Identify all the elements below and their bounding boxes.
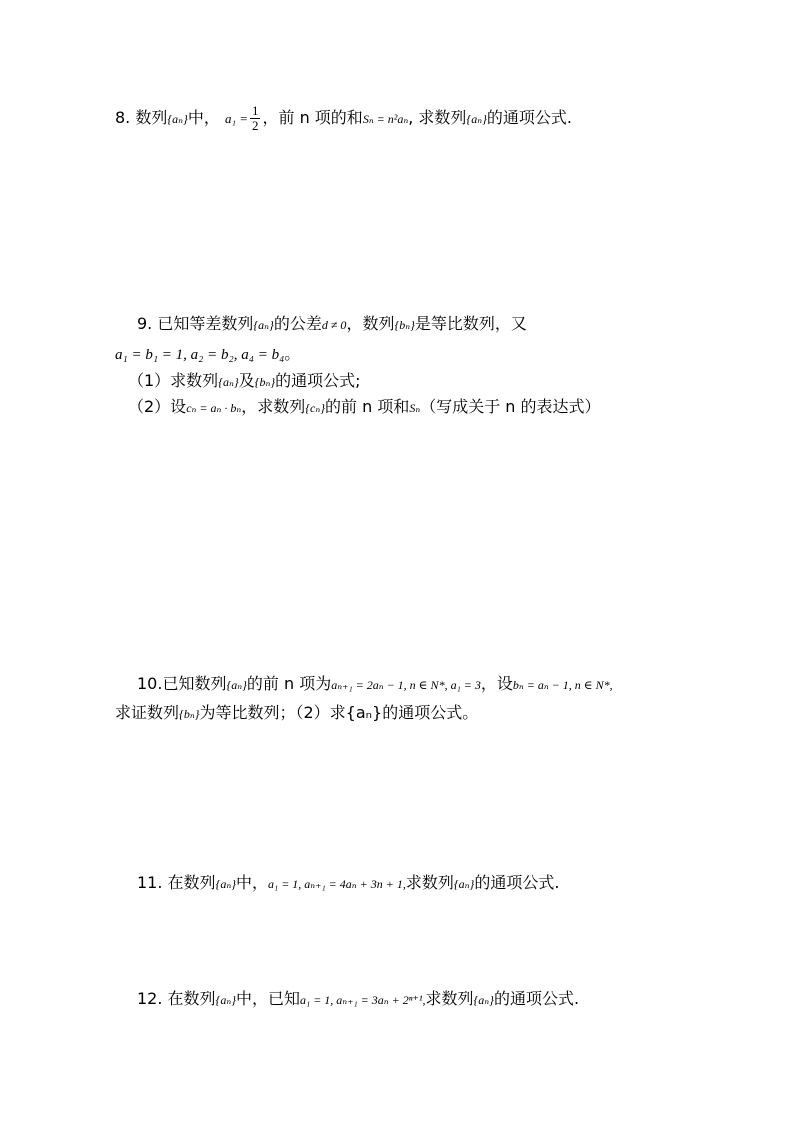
problem-12-text-d: 的通项公式.	[493, 989, 580, 1008]
problem-10-line-2	[115, 702, 478, 725]
problem-8-text-e: 的通项公式.	[486, 108, 572, 127]
problem-9-line-2	[115, 343, 300, 366]
problem-10-text-d: 求证数列	[115, 703, 180, 722]
sequence-a-notation: {aₙ}	[466, 111, 487, 126]
problem-10-text-e: 为等比数列；（2）求{aₙ}的通项公式。	[199, 703, 479, 722]
problem-9-text-c: ，数列	[346, 314, 395, 333]
problem-10-text-c: ，设	[480, 674, 513, 693]
problem-12-text-a: 12. 在数列	[137, 989, 216, 1008]
sequence-c-notation: {cₙ}	[305, 400, 326, 415]
sequence-a-notation: {aₙ}	[167, 111, 188, 126]
sequence-b-notation: {bₙ}	[179, 706, 200, 721]
a1-equals-half	[225, 104, 263, 133]
problem-12-text-c: 求数列	[425, 989, 474, 1008]
fraction-numerator: 1	[251, 103, 259, 118]
question-2-text-d: （写成关于 n 的表达式）	[420, 397, 601, 416]
problem-10-text-b: 的前 n 项为	[246, 674, 332, 693]
problem-11-text-b: 中，	[236, 873, 269, 892]
question-2-text-b: ，求数列	[241, 397, 306, 416]
fraction-denominator: 2	[251, 118, 259, 133]
problem-11-line-1	[137, 872, 559, 895]
recurrence-relation: a₁ = 1, aₙ₊₁ = 3aₙ + 2ⁿ⁺¹,	[300, 992, 426, 1007]
problem-8-text-d: , 求数列	[408, 108, 467, 127]
problem-8-text-a: 8. 数列	[115, 108, 168, 127]
problem-9-text-b: 的公差	[273, 314, 322, 333]
sequence-a-notation: {aₙ}	[473, 992, 494, 1007]
question-2-text-a: （2）设	[128, 397, 187, 416]
sequence-a-notation: {aₙ}	[226, 677, 247, 692]
sum-formula: Sₙ = n²aₙ	[362, 111, 409, 126]
sequence-a-notation: {aₙ}	[215, 992, 237, 1007]
a1-lhs: a₁ =	[224, 110, 248, 126]
question-1-text-a: （1）求数列	[128, 371, 219, 390]
problem-12-text-b: 中，已知	[236, 989, 301, 1008]
question-1-text-c: 的通项公式;	[275, 371, 361, 390]
problem-9-text-a: 9. 已知等差数列	[137, 314, 254, 333]
problem-11-text-a: 11. 在数列	[137, 873, 216, 892]
b-n-definition: bₙ = aₙ − 1, n ∈ N*,	[512, 677, 613, 692]
sequence-b-notation: {bₙ}	[394, 317, 415, 332]
problem-9-question-1	[128, 370, 361, 393]
recurrence-relation: aₙ₊₁ = 2aₙ − 1, n ∈ N*, a₁ = 3	[331, 677, 481, 692]
sum-s-n: Sₙ	[409, 400, 421, 415]
problem-8-line-1	[115, 104, 572, 133]
sequence-a-notation: {aₙ}	[218, 374, 239, 389]
problem-11-text-d: 的通项公式.	[474, 873, 560, 892]
initial-conditions: a₁ = b₁ = 1, a₂ = b₂, a₄ = b₄	[115, 346, 285, 363]
sequence-b-notation: {bₙ}	[254, 374, 276, 389]
sequence-a-notation: {aₙ}	[215, 876, 237, 891]
problem-9-text-d: 是等比数列，又	[414, 314, 527, 333]
common-difference-condition: d ≠ 0	[321, 317, 347, 332]
fraction-one-half	[250, 104, 261, 133]
problem-10-line-1	[137, 673, 613, 696]
c-n-definition: cₙ = aₙ · bₙ	[186, 400, 242, 415]
problem-11-text-c: 求数列	[405, 873, 454, 892]
question-1-text-b: 及	[238, 371, 255, 390]
problem-8-text-b: 中，	[187, 108, 220, 127]
problem-10-text-a: 10.已知数列	[137, 674, 227, 693]
problem-12-line-1	[137, 988, 579, 1011]
recurrence-relation: a₁ = 1, aₙ₊₁ = 4aₙ + 3n + 1,	[268, 876, 406, 891]
question-2-text-c: 的前 n 项和	[325, 397, 410, 416]
problem-9-line-1	[137, 313, 527, 336]
problem-8-text-c: ，前 n 项的和	[262, 108, 363, 127]
sequence-a-notation: {aₙ}	[453, 876, 475, 891]
problem-9-line-2-end: 。	[284, 344, 301, 363]
sequence-a-notation: {aₙ}	[253, 317, 274, 332]
problem-9-question-2	[128, 396, 601, 419]
